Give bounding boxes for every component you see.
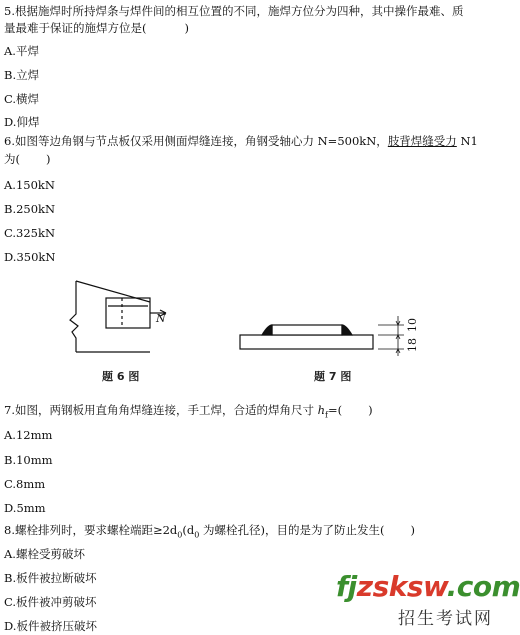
fig6-force-label: N	[156, 312, 166, 325]
q5-option-c[interactable]: C.横焊	[4, 92, 40, 106]
q5-option-b[interactable]: B.立焊	[4, 68, 40, 82]
question-figures	[0, 276, 503, 391]
q6-underlined-term: 肢背焊缝受力	[387, 134, 457, 148]
q7-option-a[interactable]: A.12mm	[4, 428, 53, 442]
q6-stem-line2: 为( )	[4, 152, 51, 166]
q7-option-b[interactable]: B.10mm	[4, 453, 53, 467]
q6-option-a[interactable]: A.150kN	[4, 178, 55, 192]
q8-option-a[interactable]: A.螺栓受剪破坏	[4, 547, 85, 561]
site-watermark-slogan: 招生考试网	[398, 609, 493, 629]
q5-stem-line1: 5.根据施焊时所持焊条与焊件间的相互位置的不同，施焊方位分为四种，其中操作最难、质	[4, 4, 464, 18]
fig7-dim-bottom: 18	[406, 338, 419, 352]
q8-option-b[interactable]: B.板件被拉断破坏	[4, 571, 97, 585]
q6-option-c[interactable]: C.325kN	[4, 226, 56, 240]
fig6-drawing	[70, 281, 166, 352]
q6-option-d[interactable]: D.350kN	[4, 250, 56, 264]
q7-option-d[interactable]: D.5mm	[4, 501, 46, 515]
q7-option-c[interactable]: C.8mm	[4, 477, 46, 491]
q8-stem: 8.螺栓排列时，要求螺栓端距$\ge 2d_0(d_0$ 为螺栓孔径)，目的是为了防止发生( )	[4, 523, 415, 540]
q7-stem: 7.如图，两钢板用直角角焊缝连接，手工焊，合适的焊角尺寸 $h_f=$( )	[4, 403, 373, 420]
site-watermark-logo: fjzsksw.com	[336, 570, 520, 603]
fig7-dim-top: 10	[406, 318, 419, 332]
q5-option-d[interactable]: D.仰焊	[4, 115, 40, 129]
q5-stem-line2: 量最难于保证的施焊方位是( )	[4, 21, 189, 35]
q8-option-c[interactable]: C.板件被冲剪破坏	[4, 595, 97, 609]
q6-option-b[interactable]: B.250kN	[4, 202, 56, 216]
q5-option-a[interactable]: A.平焊	[4, 44, 39, 58]
fig7-caption: 题 7 图	[314, 370, 352, 383]
fig7-drawing	[240, 316, 404, 356]
fig6-caption: 题 6 图	[102, 370, 140, 383]
q6-stem-line1: 6.如图等边角钢与节点板仅采用侧面焊缝连接，角钢受轴心力 N=500kN，肢背焊缝受力 N1	[4, 134, 478, 148]
q8-option-d[interactable]: D.板件被挤压破坏	[4, 619, 97, 633]
